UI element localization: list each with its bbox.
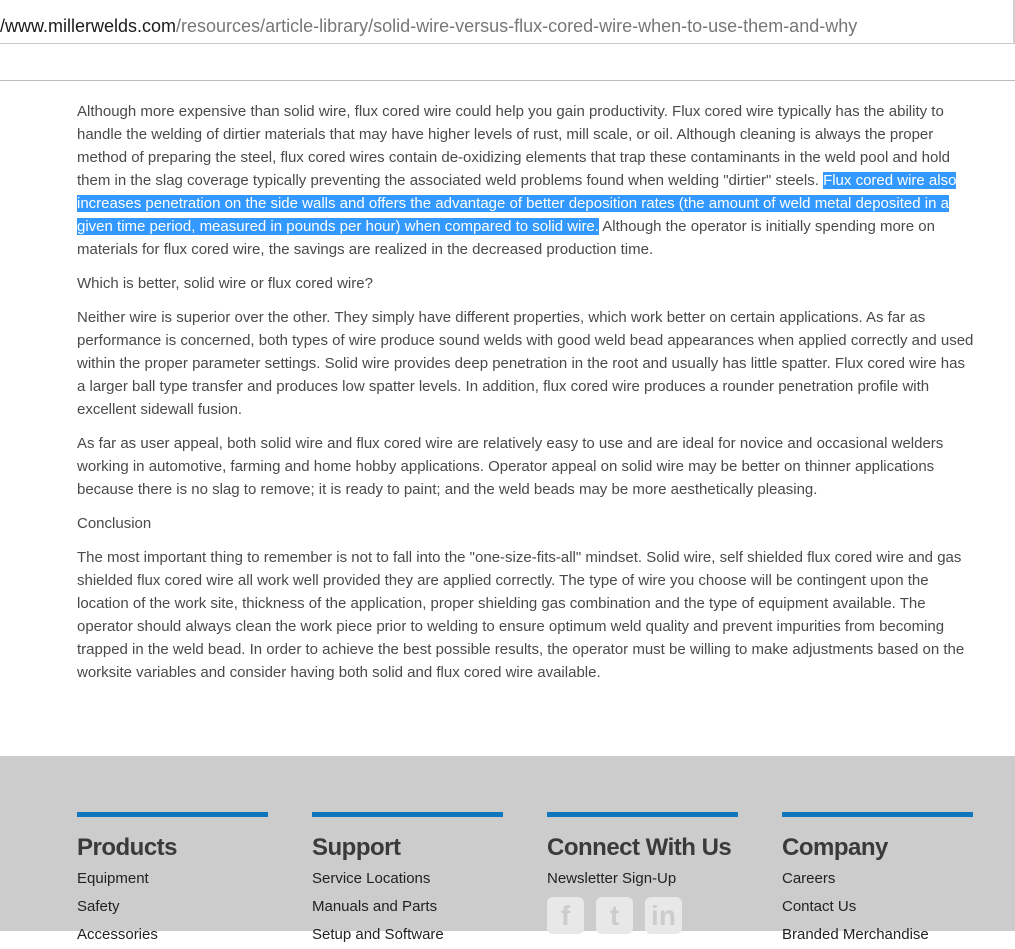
selected-text[interactable]: Flux cored wire also increases penetration on the side walls and offers the advantage of better deposition rates (the amount of weld metal deposited in a given time period, measured in pounds per hour) when compared to solid wire. bbox=[77, 172, 957, 235]
footer-column-title: Connect With Us bbox=[547, 834, 732, 861]
linkedin-icon[interactable]: in bbox=[645, 897, 682, 934]
site-footer bbox=[0, 756, 1015, 943]
footer-column-title: Products bbox=[77, 834, 178, 861]
url-path: /resources/article-library/solid-wire-versus-flux-cored-wire-when-to-use-them-and-why bbox=[176, 16, 858, 36]
article-paragraph: The most important thing to remember is not to fall into the "one-size-fits-all" mindset. Solid wire, self shielded flux cored wire and gas shielded flux cored wire all work well provided they are applied correctly. The type of wire you choose will be contingent upon the location of the work site, thickness of the application, proper shielding gas combination and the type of equipment available. The operator should always clean the work piece prior to welding to ensure optimum weld quality and prevent impurities from becoming trapped in the weld bead. In order to achieve the best possible results, the operator must be willing to make adjustments based on the worksite variables and consider having both solid and flux cored wire available. bbox=[77, 549, 965, 681]
footer-link-manuals-parts[interactable]: Manuals and Parts bbox=[312, 898, 438, 915]
article-conclusion-heading: Conclusion bbox=[77, 515, 152, 532]
footer-link-safety[interactable]: Safety bbox=[77, 898, 120, 915]
article-paragraph bbox=[77, 100, 977, 261]
footer-column-title: Company bbox=[782, 834, 888, 861]
footer-column-products bbox=[77, 812, 268, 949]
footer-link-branded-merchandise[interactable]: Branded Merchandise bbox=[782, 926, 929, 943]
article-paragraph: As far as user appeal, both solid wire and flux cored wire are relatively easy to use and are ideal for novice and occasional welders working in automotive, farming and home hobby applications. Operator appeal on solid wire may be better on thinner applications because there is no slag to remove; it is ready to paint; and the weld beads may be more aesthetically pleasing. bbox=[77, 435, 944, 498]
url-domain: /www.millerwelds.com bbox=[0, 16, 177, 36]
twitter-icon[interactable]: t bbox=[596, 897, 633, 934]
article-paragraph: Neither wire is superior over the other. They simply have different properties, which work better on certain applications. As far as performance is concerned, both types of wire produce sound welds with good weld bead appearances when applied correctly and used within the proper parameter settings. Solid wire provides deep penetration in the root and usually has little spatter. Flux cored wire has a larger ball type transfer and produces low spatter levels. In addition, flux cored wire produces a rounder penetration profile with excellent sidewall fusion. bbox=[77, 309, 974, 418]
social-icons-row bbox=[547, 897, 738, 934]
address-bar-url[interactable] bbox=[0, 14, 857, 38]
article-question-heading: Which is better, solid wire or flux cored wire? bbox=[77, 275, 373, 292]
paragraph-text: Although the operator is initially spending more on materials for flux cored wire, the savings are realized in the decreased production time. bbox=[77, 218, 935, 258]
footer-link-setup-software[interactable]: Setup and Software bbox=[312, 926, 444, 943]
footer-link-newsletter[interactable]: Newsletter Sign-Up bbox=[547, 870, 677, 887]
facebook-icon[interactable]: f bbox=[547, 897, 584, 934]
footer-link-service-locations[interactable]: Service Locations bbox=[312, 870, 431, 887]
footer-link-careers[interactable]: Careers bbox=[782, 870, 836, 887]
browser-toolbar-strip bbox=[0, 44, 1015, 81]
footer-link-contact-us[interactable]: Contact Us bbox=[782, 898, 857, 915]
footer-column-title: Support bbox=[312, 834, 401, 861]
article-body bbox=[77, 100, 977, 695]
address-bar[interactable] bbox=[0, 0, 1015, 44]
footer-link-equipment[interactable]: Equipment bbox=[77, 870, 149, 887]
footer-column-company bbox=[782, 812, 973, 949]
footer-column-support bbox=[312, 812, 503, 949]
footer-column-connect bbox=[547, 812, 738, 934]
footer-link-accessories[interactable]: Accessories bbox=[77, 926, 158, 943]
paragraph-text: Although more expensive than solid wire, flux cored wire could help you gain productivity. Flux cored wire typically has the ability to handle the welding of dirtier materials that may have higher levels of rust, mill scale, or oil. Although cleaning is always the proper method of preparing the steel, flux cored wires contain de-oxidizing elements that trap these contaminants in the weld pool and hold them in the slag coverage typically preventing the associated weld problems found when welding "dirtier" steels. bbox=[77, 103, 951, 189]
